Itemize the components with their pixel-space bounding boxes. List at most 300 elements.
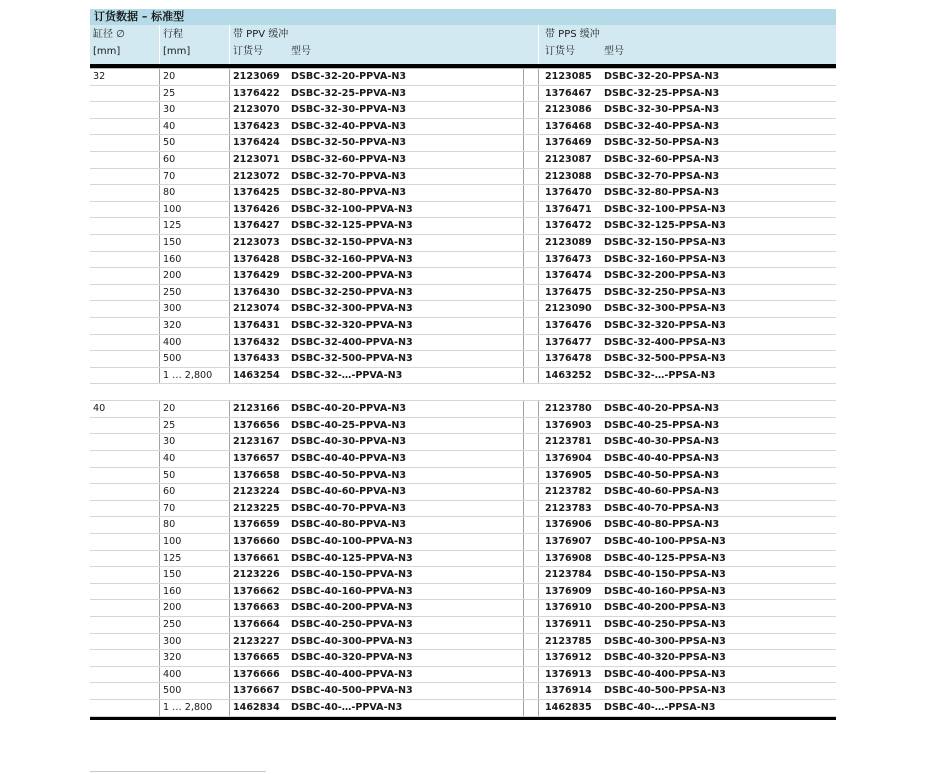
cell-stroke: 400 xyxy=(163,668,182,680)
cell-pps-order-no: 1376903 xyxy=(545,419,592,431)
column-divider xyxy=(538,252,539,268)
cell-ppv-order-no: 2123072 xyxy=(233,170,280,182)
table-row xyxy=(90,351,836,368)
column-divider xyxy=(159,683,160,699)
header-pps-order-no: 订货号 xyxy=(545,46,575,57)
column-divider xyxy=(538,235,539,251)
cell-pps-order-no: 2123782 xyxy=(545,486,592,498)
column-divider xyxy=(229,501,230,517)
column-divider xyxy=(229,185,230,201)
column-divider xyxy=(159,86,160,102)
cell-ppv-order-no: 1376423 xyxy=(233,120,280,132)
column-divider xyxy=(523,285,524,301)
cell-stroke: 150 xyxy=(163,236,182,248)
cell-stroke: 500 xyxy=(163,353,182,365)
cell-pps-type: DSBC-40-25-PPSA-N3 xyxy=(604,419,720,431)
cell-ppv-type: DSBC-40-20-PPVA-N3 xyxy=(291,403,407,415)
cell-pps-type: DSBC-32-125-PPSA-N3 xyxy=(604,220,726,232)
column-divider xyxy=(159,119,160,135)
cell-pps-order-no: 2123780 xyxy=(545,403,592,415)
cell-ppv-type: DSBC-40-500-PPVA-N3 xyxy=(291,685,413,697)
column-divider xyxy=(159,418,160,434)
column-divider xyxy=(229,301,230,317)
table-row xyxy=(90,218,836,235)
cell-pps-order-no: 1376911 xyxy=(545,619,592,630)
column-divider xyxy=(229,401,230,417)
column-divider xyxy=(159,285,160,301)
cell-ppv-type: DSBC-32-80-PPVA-N3 xyxy=(291,187,407,199)
cell-ppv-order-no: 1376431 xyxy=(233,319,280,331)
column-divider xyxy=(538,667,539,683)
cell-pps-order-no: 1376475 xyxy=(545,286,592,298)
cell-ppv-type: DSBC-32-30-PPVA-N3 xyxy=(291,104,407,116)
column-divider xyxy=(523,335,524,351)
cell-stroke: 320 xyxy=(163,319,182,331)
order-data-table xyxy=(90,9,836,720)
column-divider xyxy=(159,135,160,151)
column-divider xyxy=(523,102,524,118)
cell-pps-order-no: 1376913 xyxy=(545,668,592,680)
cell-pps-type: DSBC-32-200-PPSA-N3 xyxy=(604,270,726,282)
cell-stroke: 50 xyxy=(163,469,176,481)
cell-ppv-order-no: 1376657 xyxy=(233,453,280,465)
cell-stroke: 320 xyxy=(163,652,182,664)
cell-pps-type: DSBC-40-…-PPSA-N3 xyxy=(604,701,716,713)
column-divider xyxy=(523,434,524,450)
header-bore: 缸径 ∅ xyxy=(93,29,125,40)
column-divider xyxy=(229,700,230,716)
table-row xyxy=(90,252,836,269)
cell-pps-type: DSBC-40-160-PPSA-N3 xyxy=(604,585,726,597)
table-row xyxy=(90,468,836,485)
column-divider xyxy=(523,517,524,533)
cell-ppv-type: DSBC-40-80-PPVA-N3 xyxy=(291,519,407,531)
table-row xyxy=(90,301,836,318)
cell-pps-type: DSBC-32-40-PPSA-N3 xyxy=(604,120,720,132)
column-divider xyxy=(523,484,524,500)
cell-ppv-order-no: 1376426 xyxy=(233,203,280,215)
cell-ppv-order-no: 1376422 xyxy=(233,87,280,99)
column-divider xyxy=(523,368,524,384)
column-divider xyxy=(538,534,539,550)
cell-ppv-type: DSBC-40-30-PPVA-N3 xyxy=(291,436,407,448)
cell-pps-type: DSBC-40-30-PPSA-N3 xyxy=(604,436,720,448)
cell-ppv-order-no: 2123069 xyxy=(233,71,280,82)
cell-stroke: 50 xyxy=(163,137,176,149)
column-divider xyxy=(538,451,539,467)
cell-ppv-type: DSBC-40-160-PPVA-N3 xyxy=(291,585,413,597)
cell-pps-order-no: 1376909 xyxy=(545,585,592,597)
column-divider xyxy=(159,434,160,450)
column-divider xyxy=(523,683,524,699)
cell-ppv-order-no: 1376663 xyxy=(233,602,280,614)
cell-ppv-order-no: 1376427 xyxy=(233,220,280,232)
header-divider xyxy=(229,25,230,64)
cell-ppv-order-no: 1376429 xyxy=(233,270,280,282)
cell-pps-type: DSBC-32-80-PPSA-N3 xyxy=(604,187,720,199)
cell-pps-type: DSBC-40-300-PPSA-N3 xyxy=(604,635,726,647)
cell-ppv-order-no: 1376664 xyxy=(233,619,280,630)
column-divider xyxy=(159,301,160,317)
column-divider xyxy=(229,69,230,85)
cell-ppv-order-no: 2123070 xyxy=(233,104,280,116)
header-bore-unit: [mm] xyxy=(93,46,121,57)
cell-pps-type: DSBC-32-25-PPSA-N3 xyxy=(604,87,720,99)
cell-ppv-order-no: 1376658 xyxy=(233,469,280,481)
column-divider xyxy=(538,401,539,417)
cell-pps-order-no: 1376476 xyxy=(545,319,592,331)
column-divider xyxy=(523,667,524,683)
cell-ppv-type: DSBC-32-60-PPVA-N3 xyxy=(291,153,407,165)
column-divider xyxy=(229,534,230,550)
cell-ppv-type: DSBC-32-125-PPVA-N3 xyxy=(291,220,413,232)
column-divider xyxy=(159,202,160,218)
cell-ppv-order-no: 1376433 xyxy=(233,353,280,365)
column-divider xyxy=(538,218,539,234)
cell-stroke: 250 xyxy=(163,286,182,298)
column-divider xyxy=(523,69,524,85)
cell-stroke: 25 xyxy=(163,419,176,431)
group-spacer xyxy=(90,384,836,401)
cell-pps-order-no: 1376472 xyxy=(545,220,592,232)
column-divider xyxy=(523,418,524,434)
cell-pps-type: DSBC-32-20-PPSA-N3 xyxy=(604,71,720,82)
cell-ppv-type: DSBC-32-150-PPVA-N3 xyxy=(291,236,413,248)
column-divider xyxy=(538,517,539,533)
column-divider xyxy=(229,335,230,351)
column-divider xyxy=(229,318,230,334)
cell-pps-type: DSBC-40-200-PPSA-N3 xyxy=(604,602,726,614)
column-divider xyxy=(159,351,160,367)
column-divider xyxy=(523,650,524,666)
table-row xyxy=(90,318,836,335)
column-divider xyxy=(538,683,539,699)
column-divider xyxy=(159,567,160,583)
cell-ppv-type: DSBC-32-40-PPVA-N3 xyxy=(291,120,407,132)
table-bottom-rule xyxy=(90,717,836,720)
column-divider xyxy=(523,584,524,600)
table-row xyxy=(90,335,836,352)
table-row xyxy=(90,667,836,684)
cell-ppv-type: DSBC-40-150-PPVA-N3 xyxy=(291,569,413,581)
cell-ppv-type: DSBC-32-100-PPVA-N3 xyxy=(291,203,413,215)
column-divider xyxy=(159,617,160,633)
column-divider xyxy=(538,86,539,102)
cell-bore: 40 xyxy=(93,403,106,415)
cell-ppv-order-no: 2123073 xyxy=(233,236,280,248)
cell-ppv-type: DSBC-32-200-PPVA-N3 xyxy=(291,270,413,282)
column-divider xyxy=(229,285,230,301)
table-row xyxy=(90,418,836,435)
column-divider xyxy=(523,401,524,417)
column-divider xyxy=(229,484,230,500)
column-divider xyxy=(159,401,160,417)
cell-pps-type: DSBC-32-500-PPSA-N3 xyxy=(604,353,726,365)
cell-ppv-type: DSBC-32-70-PPVA-N3 xyxy=(291,170,407,182)
cell-stroke: 160 xyxy=(163,585,182,597)
column-divider xyxy=(538,584,539,600)
column-divider xyxy=(538,285,539,301)
column-divider xyxy=(523,534,524,550)
cell-pps-type: DSBC-40-60-PPSA-N3 xyxy=(604,486,720,498)
cell-stroke: 300 xyxy=(163,635,182,647)
column-divider xyxy=(538,468,539,484)
cell-pps-order-no: 1376474 xyxy=(545,270,592,282)
header-pps-type: 型号 xyxy=(604,46,624,57)
column-divider xyxy=(229,634,230,650)
column-divider xyxy=(523,634,524,650)
column-divider xyxy=(159,218,160,234)
column-divider xyxy=(159,185,160,201)
column-divider xyxy=(229,650,230,666)
column-divider xyxy=(229,268,230,284)
column-divider xyxy=(523,135,524,151)
column-divider xyxy=(523,551,524,567)
column-divider xyxy=(523,351,524,367)
cell-pps-type: DSBC-32-160-PPSA-N3 xyxy=(604,253,726,265)
cell-pps-type: DSBC-40-80-PPSA-N3 xyxy=(604,519,720,531)
cell-stroke: 400 xyxy=(163,336,182,348)
cell-ppv-order-no: 2123227 xyxy=(233,635,280,647)
cell-ppv-type: DSBC-32-…-PPVA-N3 xyxy=(291,369,403,381)
cell-pps-order-no: 1376469 xyxy=(545,137,592,149)
column-divider xyxy=(523,301,524,317)
cell-ppv-order-no: 2123226 xyxy=(233,569,280,581)
column-divider xyxy=(229,252,230,268)
cell-pps-order-no: 1376907 xyxy=(545,536,592,548)
column-divider xyxy=(523,318,524,334)
cell-pps-type: DSBC-40-70-PPSA-N3 xyxy=(604,502,720,514)
column-divider xyxy=(229,152,230,168)
column-divider xyxy=(159,484,160,500)
cell-ppv-order-no: 2123225 xyxy=(233,502,280,514)
column-divider xyxy=(538,69,539,85)
cell-pps-type: DSBC-40-20-PPSA-N3 xyxy=(604,403,720,415)
cell-ppv-order-no: 1376659 xyxy=(233,519,280,531)
column-divider xyxy=(229,584,230,600)
cell-ppv-type: DSBC-40-70-PPVA-N3 xyxy=(291,502,407,514)
column-divider xyxy=(159,235,160,251)
column-divider xyxy=(538,567,539,583)
column-divider xyxy=(523,468,524,484)
cell-pps-order-no: 1376467 xyxy=(545,87,592,99)
column-divider xyxy=(538,501,539,517)
column-divider xyxy=(538,185,539,201)
cell-stroke: 500 xyxy=(163,685,182,697)
column-divider xyxy=(159,634,160,650)
cell-ppv-type: DSBC-40-25-PPVA-N3 xyxy=(291,419,407,431)
table-row xyxy=(90,451,836,468)
table-row xyxy=(90,551,836,568)
column-divider xyxy=(159,335,160,351)
cell-ppv-type: DSBC-40-125-PPVA-N3 xyxy=(291,552,413,564)
header-stroke: 行程 xyxy=(163,29,183,40)
cell-ppv-type: DSBC-32-50-PPVA-N3 xyxy=(291,137,407,149)
cell-pps-order-no: 2123090 xyxy=(545,303,592,315)
table-row xyxy=(90,152,836,169)
column-divider xyxy=(523,119,524,135)
column-divider xyxy=(229,617,230,633)
column-divider xyxy=(229,517,230,533)
column-divider xyxy=(523,268,524,284)
cell-ppv-order-no: 1376660 xyxy=(233,536,280,548)
column-divider xyxy=(523,567,524,583)
cell-ppv-type: DSBC-40-320-PPVA-N3 xyxy=(291,652,413,664)
table-row xyxy=(90,235,836,252)
column-divider xyxy=(538,551,539,567)
cell-ppv-order-no: 2123166 xyxy=(233,403,280,415)
column-divider xyxy=(229,468,230,484)
table-row xyxy=(90,534,836,551)
cell-pps-order-no: 1376468 xyxy=(545,120,592,132)
column-divider xyxy=(229,451,230,467)
table-row xyxy=(90,285,836,302)
cell-pps-type: DSBC-40-150-PPSA-N3 xyxy=(604,569,726,581)
cell-ppv-order-no: 1376432 xyxy=(233,336,280,348)
column-divider xyxy=(159,600,160,616)
table-row xyxy=(90,617,836,634)
column-divider xyxy=(538,152,539,168)
header-divider xyxy=(538,25,539,64)
table-row xyxy=(90,584,836,601)
cell-ppv-type: DSBC-32-400-PPVA-N3 xyxy=(291,336,413,348)
column-divider xyxy=(159,534,160,550)
cell-ppv-type: DSBC-40-40-PPVA-N3 xyxy=(291,453,407,465)
cell-pps-order-no: 1376905 xyxy=(545,469,592,481)
column-divider xyxy=(538,617,539,633)
column-divider xyxy=(159,667,160,683)
cell-stroke: 125 xyxy=(163,220,182,232)
cell-ppv-order-no: 1376661 xyxy=(233,552,280,564)
cell-ppv-order-no: 2123071 xyxy=(233,153,280,165)
cell-pps-order-no: 1376906 xyxy=(545,519,592,531)
cell-stroke: 1 … 2,800 xyxy=(163,369,213,381)
cell-stroke: 300 xyxy=(163,303,182,315)
table-row xyxy=(90,169,836,186)
column-divider xyxy=(229,683,230,699)
table-row xyxy=(90,401,836,418)
cell-ppv-type: DSBC-32-25-PPVA-N3 xyxy=(291,87,407,99)
table-row xyxy=(90,102,836,119)
cell-ppv-type: DSBC-40-300-PPVA-N3 xyxy=(291,635,413,647)
column-divider xyxy=(538,135,539,151)
cell-ppv-type: DSBC-40-60-PPVA-N3 xyxy=(291,486,407,498)
cell-stroke: 80 xyxy=(163,187,176,199)
cell-pps-order-no: 2123085 xyxy=(545,71,592,82)
column-divider xyxy=(538,335,539,351)
column-divider xyxy=(159,551,160,567)
column-divider xyxy=(523,235,524,251)
cell-ppv-order-no: 1462834 xyxy=(233,701,280,713)
cell-pps-order-no: 1376908 xyxy=(545,552,592,564)
cell-pps-order-no: 2123781 xyxy=(545,436,592,448)
column-divider xyxy=(229,567,230,583)
column-divider xyxy=(523,600,524,616)
cell-stroke: 30 xyxy=(163,436,176,448)
table-row xyxy=(90,119,836,136)
column-divider xyxy=(538,418,539,434)
cell-ppv-order-no: 2123167 xyxy=(233,436,280,448)
cell-pps-type: DSBC-32-300-PPSA-N3 xyxy=(604,303,726,315)
cell-bore: 32 xyxy=(93,71,106,82)
cell-pps-order-no: 2123086 xyxy=(545,104,592,116)
column-divider xyxy=(159,169,160,185)
cell-pps-type: DSBC-32-400-PPSA-N3 xyxy=(604,336,726,348)
column-divider xyxy=(523,451,524,467)
cell-ppv-order-no: 1376666 xyxy=(233,668,280,680)
cell-ppv-order-no: 1376430 xyxy=(233,286,280,298)
cell-ppv-type: DSBC-32-500-PPVA-N3 xyxy=(291,353,413,365)
column-divider xyxy=(523,152,524,168)
column-divider xyxy=(229,202,230,218)
cell-pps-type: DSBC-40-500-PPSA-N3 xyxy=(604,685,726,697)
column-divider xyxy=(523,169,524,185)
cell-pps-order-no: 1376914 xyxy=(545,685,592,697)
cell-ppv-order-no: 1376662 xyxy=(233,585,280,597)
column-divider xyxy=(159,268,160,284)
header-ppv-order-no: 订货号 xyxy=(233,46,263,57)
cell-ppv-type: DSBC-40-400-PPVA-N3 xyxy=(291,668,413,680)
cell-stroke: 200 xyxy=(163,270,182,282)
column-divider xyxy=(159,318,160,334)
table-row xyxy=(90,202,836,219)
column-divider xyxy=(538,301,539,317)
cell-stroke: 60 xyxy=(163,153,176,165)
cell-pps-order-no: 2123783 xyxy=(545,502,592,514)
column-divider xyxy=(523,202,524,218)
cell-pps-type: DSBC-32-320-PPSA-N3 xyxy=(604,319,726,331)
cell-pps-type: DSBC-40-400-PPSA-N3 xyxy=(604,668,726,680)
table-row xyxy=(90,501,836,518)
table-row xyxy=(90,434,836,451)
column-divider xyxy=(229,218,230,234)
cell-stroke: 20 xyxy=(163,71,176,82)
table-row xyxy=(90,650,836,667)
cell-ppv-order-no: 1376656 xyxy=(233,419,280,431)
cell-ppv-type: DSBC-32-300-PPVA-N3 xyxy=(291,303,413,315)
cell-pps-type: DSBC-32-60-PPSA-N3 xyxy=(604,153,720,165)
column-divider xyxy=(159,650,160,666)
column-divider xyxy=(523,617,524,633)
column-divider xyxy=(229,86,230,102)
column-divider xyxy=(159,700,160,716)
cell-stroke: 40 xyxy=(163,120,176,132)
cell-pps-order-no: 1376470 xyxy=(545,187,592,199)
cell-pps-type: DSBC-32-30-PPSA-N3 xyxy=(604,104,720,116)
cell-pps-type: DSBC-32-50-PPSA-N3 xyxy=(604,137,720,149)
column-divider xyxy=(538,650,539,666)
cell-ppv-type: DSBC-40-50-PPVA-N3 xyxy=(291,469,407,481)
table-row xyxy=(90,69,836,86)
table-row xyxy=(90,683,836,700)
cell-stroke: 100 xyxy=(163,203,182,215)
table-row xyxy=(90,700,836,717)
cell-stroke: 160 xyxy=(163,253,182,265)
cell-stroke: 40 xyxy=(163,453,176,465)
cell-pps-order-no: 1376471 xyxy=(545,203,592,215)
cell-pps-type: DSBC-40-50-PPSA-N3 xyxy=(604,469,720,481)
column-divider xyxy=(229,551,230,567)
cell-stroke: 80 xyxy=(163,519,176,531)
cell-ppv-type: DSBC-32-250-PPVA-N3 xyxy=(291,286,413,298)
column-divider xyxy=(159,501,160,517)
column-divider xyxy=(538,634,539,650)
cell-stroke: 100 xyxy=(163,536,182,548)
cell-stroke: 30 xyxy=(163,104,176,116)
table-row xyxy=(90,600,836,617)
cell-pps-type: DSBC-40-40-PPSA-N3 xyxy=(604,453,720,465)
column-divider xyxy=(229,169,230,185)
